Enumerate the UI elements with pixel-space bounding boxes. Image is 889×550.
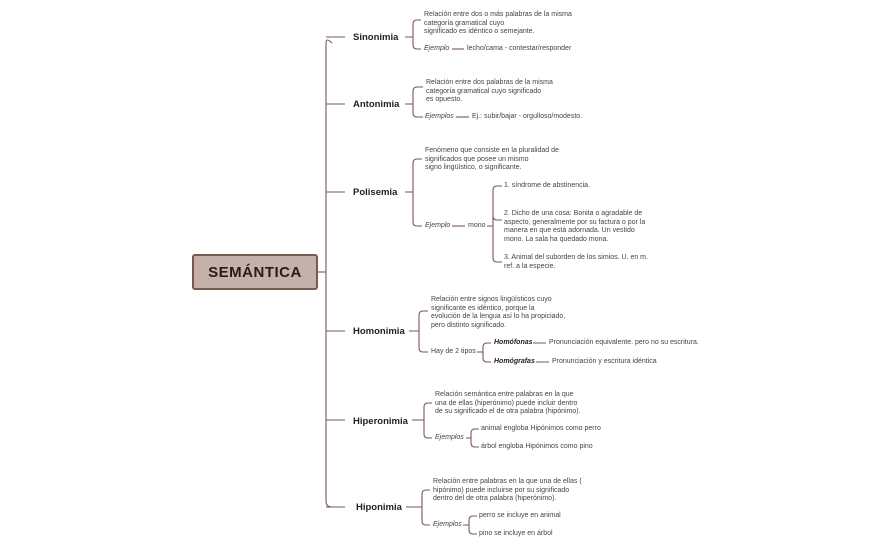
polisemia-example-label: Ejemplo (425, 222, 451, 229)
topic-homonimia[interactable]: Homonimia (353, 326, 405, 337)
hiponimia-definition: Relación entre palabras en la que una de ellas ( hipónimo) puede incluirse por su significado dentro del de otra palabra (hiperónimo). (433, 478, 582, 503)
polisemia-sense-1: 1. síndrome de abstinencia. (504, 182, 590, 189)
homofonas-label: Homófonas (494, 339, 533, 346)
polisemia-sense-3: 3. Animal del suborden de los simios. U. en m. ref. a la especie. (504, 254, 648, 270)
homografas-label: Homógrafas (494, 358, 535, 365)
antonimia-definition: Relación entre dos palabras de la misma categoría gramatical cuyo significado es opuesto. (426, 79, 553, 104)
hiperonimia-example-label: Ejemplos (435, 434, 464, 441)
topic-hiperonimia[interactable]: Hiperonimia (353, 416, 408, 427)
homografas-description: Pronunciación y escritura idéntica (552, 358, 657, 365)
antonimia-example-label: Ejemplos (425, 113, 454, 120)
hiponimia-example-1: perro se incluye en animal (479, 512, 561, 519)
homofonas-description: Pronunciación equivalente. pero no su escritura. (549, 339, 699, 346)
root-topic[interactable]: SEMÁNTICA (192, 254, 318, 290)
topic-sinonimia[interactable]: Sinonimia (353, 32, 399, 43)
hiponimia-example-2: pino se incluye en árbol (479, 530, 553, 537)
hiperonimia-example-1: animal engloba Hipónimos como perro (481, 425, 601, 432)
topic-hiponimia[interactable]: Hiponimia (356, 502, 402, 513)
sinonimia-example-label: Ejemplo (424, 45, 450, 52)
homonimia-definition: Relación entre signos lingüísticos cuyo significante es idéntico, porque la evolución de la lengua así lo ha propiciado, pero distinto significado. (431, 296, 566, 329)
topic-antonimia[interactable]: Antonimia (353, 99, 400, 110)
sinonimia-example-text: lecho/cama - contestar/responder (467, 45, 572, 52)
hiponimia-example-label: Ejemplos (433, 521, 462, 528)
antonimia-example-text: Ej.: subir/bajar - orgulloso/modesto. (472, 113, 583, 120)
polisemia-definition: Fenómeno que consiste en la pluralidad de significados que posee un mismo signo lingüístico, o significante. (425, 147, 559, 172)
hiperonimia-definition: Relación semántica entre palabras en la que una de ellas (hiperónimo) puede incluir dentro de su significado el de otra palabra (hipónimo). (435, 391, 581, 416)
topic-polisemia[interactable]: Polisemia (353, 187, 398, 198)
polisemia-sense-2: 2. Dicho de una cosa: Bonita o agradable de aspecto, generalmente por su factura o por la manera en que está adornada. Un vestido mono. La sala ha quedado mona. (504, 210, 646, 243)
sinonimia-definition: Relación entre dos o más palabras de la misma categoría gramatical cuyo significado es idéntico o semejante. (424, 11, 572, 36)
homonimia-types-label: Hay de 2 tipos (431, 348, 476, 355)
polisemia-example-word: mono (468, 222, 486, 229)
hiperonimia-example-2: árbol engloba Hipónimos como pino (481, 443, 593, 450)
